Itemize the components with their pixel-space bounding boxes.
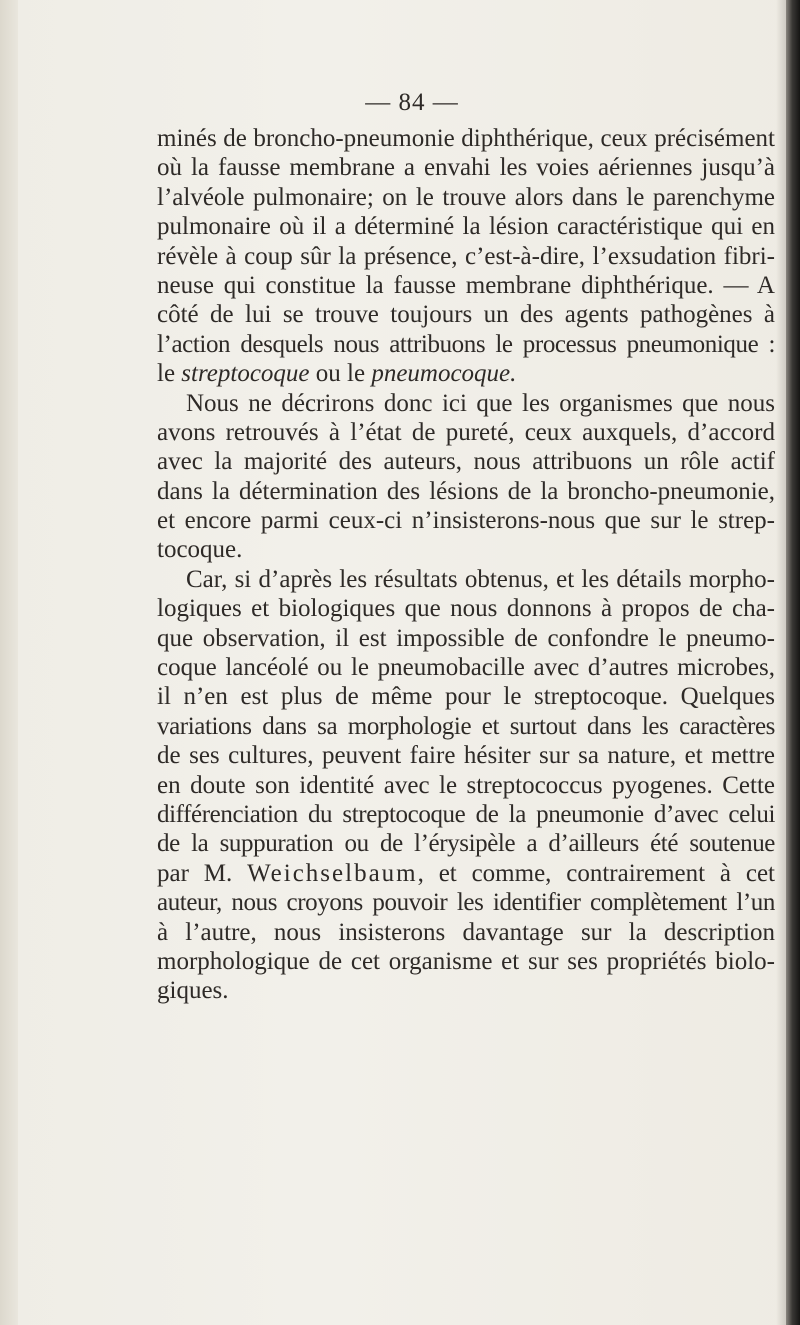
text-fragment: ou le [309, 360, 372, 388]
text-line: logiques et biologiques que nous donnons à propos de cha- [157, 595, 775, 623]
text-line: Car, si d’après les résultats obtenus, et les détails morpho- [186, 565, 775, 593]
text-line: à l’autre, nous insisterons davantage sur la description [157, 918, 775, 946]
text-line: en doute son identité avec le streptococcus pyogenes. Cette [157, 771, 775, 799]
text-line: coque lancéolé ou le pneumobacille avec d’autres microbes, [157, 654, 775, 682]
text-line-author [157, 859, 775, 888]
text-line: giques. [157, 977, 229, 1005]
page-number: — 84 — [365, 89, 459, 116]
text-line: de ses cultures, peuvent faire hésiter sur sa nature, et mettre [157, 742, 775, 770]
text-line: l’alvéole pulmonaire; on le trouve alors dans le parenchyme [157, 183, 775, 211]
text-line: Nous ne décrirons donc ici que les organismes que nous [186, 389, 775, 417]
text-line: l’action desquels nous attribuons le processus pneumonique : [157, 330, 775, 358]
text-line: variations dans sa morphologie et surtout dans les caractères [157, 712, 775, 740]
text-line: que observation, il est impossible de confondre le pneumo- [157, 624, 775, 652]
text-line: avons retrouvés à l’état de pureté, ceux auxquels, d’accord [157, 418, 775, 446]
text-fragment: le [157, 360, 182, 388]
italic-term-pneumocoque: pneumocoque. [371, 360, 517, 388]
text-line: auteur, nous croyons pouvoir les identifier complètement l’un [157, 889, 775, 917]
page-left-margin [0, 0, 18, 1325]
text-line: dans la détermination des lésions de la broncho-pneumonie, [157, 477, 775, 505]
text-fragment: , et comme, contrairement à cet [417, 859, 775, 887]
text-line: morphologique de cet organisme et sur ses propriétés biolo- [157, 947, 775, 975]
text-line: où la fausse membrane a envahi les voies aériennes jusqu’à [157, 154, 775, 182]
body-text [157, 124, 775, 1006]
text-line: pulmonaire où il a déterminé la lésion caractéristique qui en [157, 213, 775, 241]
author-name: Weichselbaum [247, 859, 418, 887]
text-line: et encore parmi ceux-ci n’insisterons-nous que sur le strep- [157, 507, 775, 535]
italic-term-streptocoque: streptocoque [181, 360, 310, 388]
page-binding-edge [786, 0, 800, 1325]
text-line: neuse qui constitue la fausse membrane diphthérique. — A [157, 271, 775, 299]
text-line: tocoque. [157, 536, 243, 564]
page-binding-shadow [776, 0, 786, 1325]
text-line: révèle à coup sûr la présence, c’est-à-dire, l’exsudation fibri- [157, 242, 775, 270]
text-line: avec la majorité des auteurs, nous attribuons un rôle actif [157, 448, 775, 476]
text-line: minés de broncho-pneumonie diphthérique, ceux précisément [157, 125, 775, 152]
text-fragment: par M. [157, 859, 248, 887]
text-line: différenciation du streptocoque de la pneumonie d’avec celui [157, 800, 775, 828]
text-line: il n’en est plus de même pour le streptocoque. Quelques [157, 683, 775, 711]
text-line: côté de lui se trouve toujours un des agents pathogènes à [157, 301, 775, 329]
text-line-species [157, 359, 775, 388]
text-line: de la suppuration ou de l’érysipèle a d’ailleurs été soutenue [157, 830, 775, 858]
